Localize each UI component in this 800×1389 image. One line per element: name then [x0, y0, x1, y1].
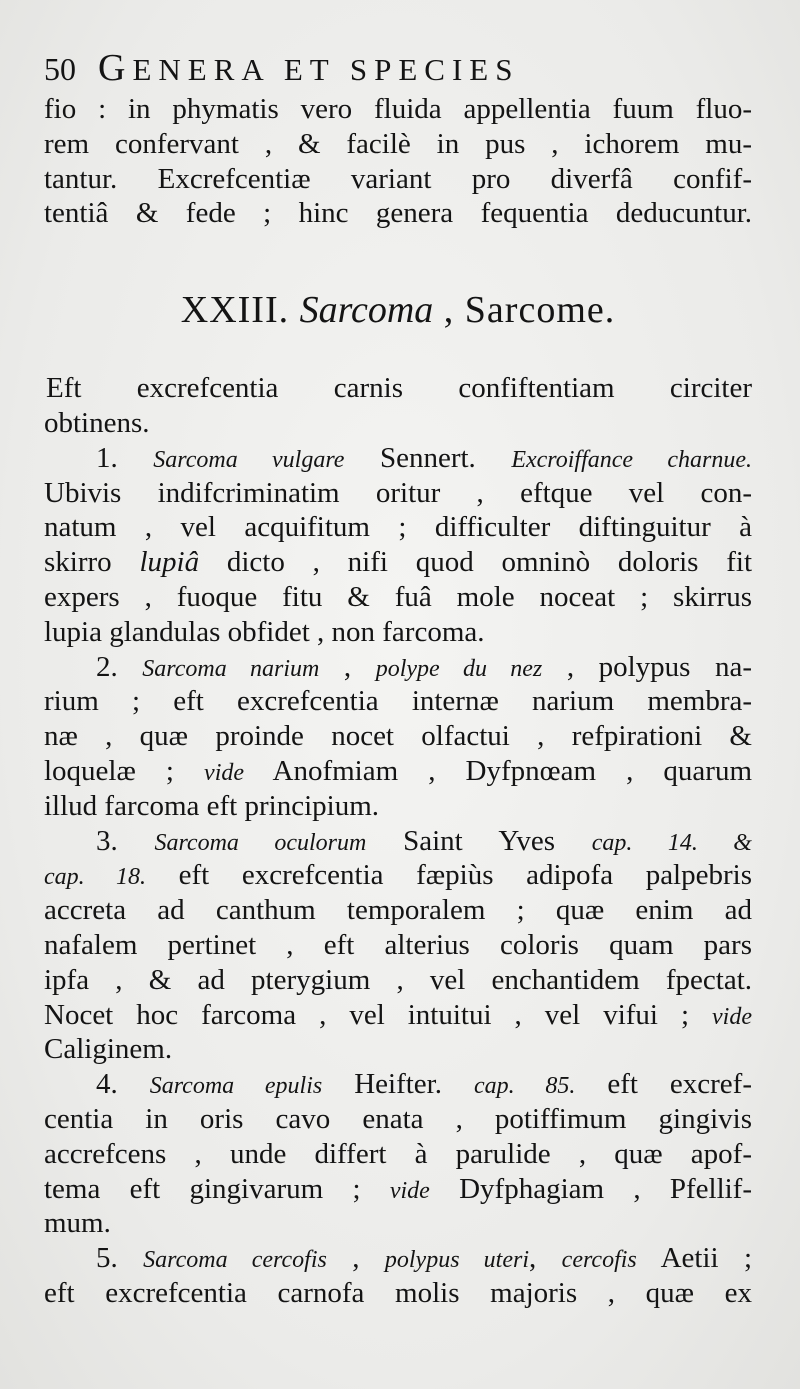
- entry-2: [44, 650, 752, 824]
- text-line: tema eft gingivarum ; vide Dyfphagiam , Pfellif-: [44, 1172, 753, 1205]
- text-line: næ , quæ proinde nocet olfactui , refpirationi &: [44, 720, 752, 753]
- text-line: accreta ad canthum temporalem ; quæ enim ad: [44, 894, 752, 927]
- text-line: eft excrefcentia carnofa molis majoris , quæ ex: [44, 1276, 752, 1309]
- text-line: obtinens.: [44, 406, 150, 439]
- entry-title: 3. Sarcoma oculorum Saint Yves cap. 14. &: [96, 824, 752, 857]
- text-line: Eft excrefcentia carnis confiftentiam circiter: [46, 372, 752, 405]
- text-line: loquelæ ; vide Anofmiam , Dyfpnœam , quarum: [44, 754, 753, 787]
- text-line: centia in oris cavo enata , potiffimum gingivis: [44, 1102, 752, 1135]
- page-number: 50: [44, 51, 76, 87]
- text-line: ipfa , & ad pterygium , vel enchantidem fpectat.: [44, 963, 752, 996]
- section-heading: XXIII. Sarcoma , Sarcome.: [180, 289, 616, 332]
- text-line: Nocet hoc farcoma , vel intuitui , vel vifui ; vide: [44, 998, 752, 1031]
- text-line: skirro lupiâ dicto , nifi quod omninò doloris fit: [44, 546, 752, 579]
- text-line: nafalem pertinet , eft alterius coloris quam pars: [44, 928, 752, 961]
- text-line: tantur. Excrefcentiæ variant pro diverfâ confif-: [44, 162, 752, 195]
- entry-title: 1. Sarcoma vulgare Sennert. Excroiffance charnue.: [96, 441, 752, 474]
- running-title: GENERA ET SPECIES: [98, 47, 520, 89]
- text-line: illud farcoma eft principium.: [44, 789, 380, 822]
- entry-5: [44, 1241, 752, 1311]
- text-line: Caliginem.: [44, 1033, 173, 1066]
- definition-paragraph: [44, 371, 752, 441]
- text-line: rem confervant , & facilè in pus , ichorem mu-: [44, 127, 752, 160]
- text-line: mum.: [44, 1207, 111, 1240]
- entry-1: [44, 441, 752, 650]
- text-line: tentiâ & fede ; hinc genera fequentia deducuntur.: [44, 197, 752, 230]
- continuation-paragraph: [44, 92, 752, 231]
- text-line: fio : in phymatis vero fluida appellentia fuum fluo-: [44, 93, 752, 125]
- entry-title: 4. Sarcoma epulis Heifter. cap. 85. eft excref-: [96, 1068, 752, 1101]
- text-line: accrefcens , unde differt à parulide , quæ apof-: [44, 1137, 752, 1170]
- text-line: rium ; eft excrefcentia internæ narium membra-: [44, 685, 752, 718]
- text-line: natum , vel acquifitum ; difficulter diftinguitur à: [44, 511, 752, 544]
- text-line: expers , fuoque fitu & fuâ mole noceat ; skirrus: [44, 580, 752, 613]
- entry-3: [44, 824, 752, 1068]
- text-line: lupia glandulas obfidet , non farcoma.: [44, 615, 485, 648]
- entry-title: 5. Sarcoma cercofis , polypus uteri, cercofis Aetii ;: [96, 1242, 753, 1275]
- entry-title: 2. Sarcoma narium , polype du nez , polypus na-: [96, 650, 753, 683]
- text-line: cap. 18. eft excrefcentia fæpiùs adipofa palpebris: [44, 859, 752, 892]
- entry-4: [44, 1067, 752, 1241]
- text-line: Ubivis indifcriminatim oritur , eftque vel con-: [44, 476, 752, 509]
- running-header: [44, 44, 752, 92]
